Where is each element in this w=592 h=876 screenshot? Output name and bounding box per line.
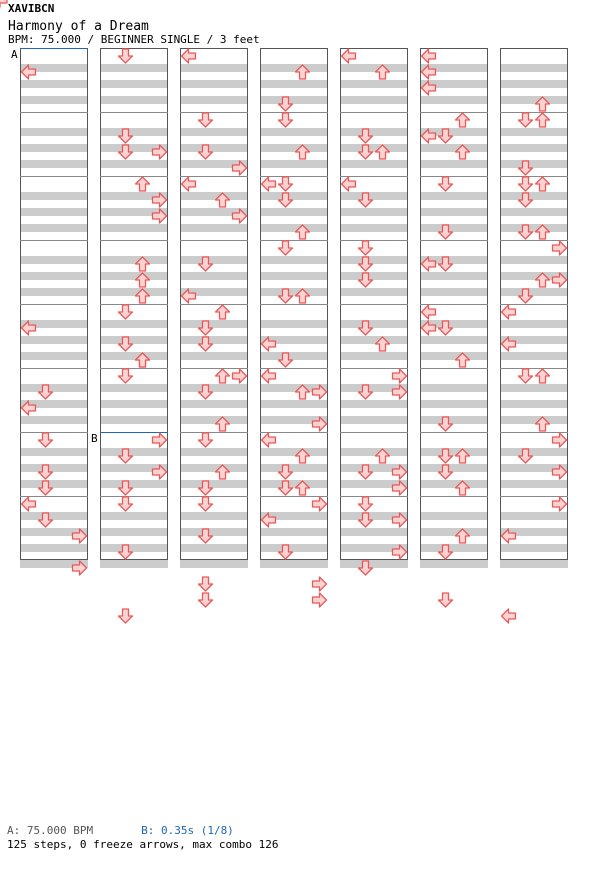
beat-stripe [420,160,488,168]
beat-stripe [100,336,168,344]
beat-stripe [100,272,168,280]
beat-stripe [260,320,328,328]
beat-stripe [420,528,488,536]
beat-stripe [180,480,248,488]
beat-stripe [500,320,568,328]
beat-stripe [20,448,88,456]
beat-stripe [420,400,488,408]
down-arrow-icon [199,577,213,591]
section-marker-label: A [11,48,18,61]
beat-stripe [340,400,408,408]
beat-stripe [180,64,248,72]
beat-stripe [100,256,168,264]
beat-stripe [340,336,408,344]
beat-stripe [180,80,248,88]
beat-stripe [260,160,328,168]
beat-stripe [500,512,568,520]
beat-stripe [20,480,88,488]
beat-stripe [420,560,488,568]
beat-stripe [420,336,488,344]
beat-stripe [20,192,88,200]
beat-stripe [420,464,488,472]
beat-stripe [100,128,168,136]
beat-stripe [340,528,408,536]
beat-stripe [180,144,248,152]
beat-stripe [100,80,168,88]
beat-stripe [180,256,248,264]
chart-info: BPM: 75.000 / BEGINNER SINGLE / 3 feet [8,33,260,46]
beat-stripe [20,336,88,344]
beat-stripe [100,400,168,408]
beat-stripe [420,288,488,296]
beat-stripe [100,528,168,536]
chart-footer [7,824,279,852]
beat-stripe [180,192,248,200]
beat-stripe [500,352,568,360]
beat-stripe [20,128,88,136]
beat-stripe [260,128,328,136]
beat-stripe [20,80,88,88]
beat-stripe [100,544,168,552]
section-marker-label: B [91,432,98,445]
beat-stripe [260,64,328,72]
beat-stripe [180,320,248,328]
beat-stripe [180,560,248,568]
beat-stripe [340,272,408,280]
beat-stripe [20,288,88,296]
beat-stripe [500,96,568,104]
beat-stripe [100,224,168,232]
beat-stripe [500,80,568,88]
beat-stripe [20,512,88,520]
beat-stripe [20,464,88,472]
beat-stripe [260,352,328,360]
beat-stripe [500,64,568,72]
beat-stripe [500,128,568,136]
beat-stripe [260,400,328,408]
beat-stripe [500,224,568,232]
beat-stripe [20,272,88,280]
beat-stripe [20,208,88,216]
beat-stripe [260,256,328,264]
beat-stripe [340,192,408,200]
beat-stripe [180,464,248,472]
beat-stripe [340,416,408,424]
beat-stripe [340,64,408,72]
beat-stripe [420,272,488,280]
undefined [0,0,7,7]
beat-stripe [420,480,488,488]
beat-stripe [260,272,328,280]
right-arrow-icon [313,577,327,591]
beat-stripe [100,560,168,568]
beat-stripe [20,224,88,232]
beat-stripe [260,560,328,568]
beat-stripe [420,208,488,216]
beat-stripe [100,416,168,424]
beat-stripe [100,96,168,104]
beat-stripe [180,272,248,280]
beat-stripe [500,448,568,456]
beat-stripe [180,544,248,552]
beat-stripe [420,448,488,456]
beat-stripe [420,192,488,200]
beat-stripe [500,560,568,568]
beat-stripe [420,352,488,360]
beat-stripe [500,384,568,392]
song-title: Harmony of a Dream [8,19,149,34]
step-stats: 125 steps, 0 freeze arrows, max combo 126 [7,838,279,851]
beat-stripe [260,288,328,296]
beat-stripe [180,224,248,232]
beat-stripe [20,352,88,360]
beat-stripe [180,448,248,456]
beat-stripe [340,96,408,104]
beat-stripe [260,544,328,552]
beat-stripe [100,512,168,520]
beat-stripe [260,208,328,216]
beat-stripe [420,96,488,104]
beat-stripe [20,416,88,424]
beat-stripe [420,384,488,392]
beat-stripe [420,416,488,424]
beat-stripe [500,480,568,488]
beat-stripe [500,208,568,216]
beat-stripe [340,560,408,568]
down-arrow-icon [199,593,213,607]
beat-stripe [20,160,88,168]
beat-stripe [340,128,408,136]
beat-stripe [260,224,328,232]
beat-stripe [20,384,88,392]
beat-stripe [500,288,568,296]
beat-stripe [260,80,328,88]
down-arrow-icon [119,609,133,623]
beat-stripe [500,160,568,168]
beat-stripe [340,208,408,216]
beat-stripe [100,64,168,72]
beat-stripe [420,144,488,152]
beat-stripe [500,256,568,264]
beat-stripe [260,192,328,200]
left-arrow-icon [502,609,516,623]
beat-stripe [180,128,248,136]
beat-stripe [100,448,168,456]
beat-stripe [260,480,328,488]
beat-stripe [180,336,248,344]
beat-stripe [500,400,568,408]
beat-stripe [340,144,408,152]
beat-stripe [500,544,568,552]
beat-stripe [100,352,168,360]
beat-stripe [260,448,328,456]
bpm-legend: A: 75.000 BPM [7,824,94,837]
author-name: XAVIBCN [8,2,55,15]
beat-stripe [420,544,488,552]
beat-stripe [340,320,408,328]
beat-stripe [340,256,408,264]
beat-stripe [420,512,488,520]
right-arrow-icon [313,593,327,607]
beat-stripe [20,256,88,264]
beat-stripe [100,288,168,296]
down-arrow-icon [439,593,453,607]
beat-stripe [180,384,248,392]
beat-stripe [260,464,328,472]
beat-stripe [340,288,408,296]
beat-stripe [500,416,568,424]
beat-stripe [180,512,248,520]
beat-stripe [500,144,568,152]
beat-stripe [260,528,328,536]
beat-stripe [180,528,248,536]
beat-stripe [180,400,248,408]
beat-stripe [340,352,408,360]
stop-legend: B: 0.35s (1/8) [141,824,234,837]
beat-stripe [340,448,408,456]
beat-stripe [340,224,408,232]
beat-stripe [420,224,488,232]
beat-stripe [100,480,168,488]
beat-stripe [20,96,88,104]
beat-stripe [340,160,408,168]
beat-stripe [180,416,248,424]
beat-stripe [340,80,408,88]
beat-stripe [180,96,248,104]
beat-stripe [20,144,88,152]
beat-stripe [100,320,168,328]
beat-stripe [180,352,248,360]
beat-stripe [500,192,568,200]
beat-stripe [260,144,328,152]
beat-stripe [260,96,328,104]
beat-stripe [20,544,88,552]
legend-row [7,824,279,838]
beat-stripe [100,384,168,392]
beat-stripe [100,160,168,168]
